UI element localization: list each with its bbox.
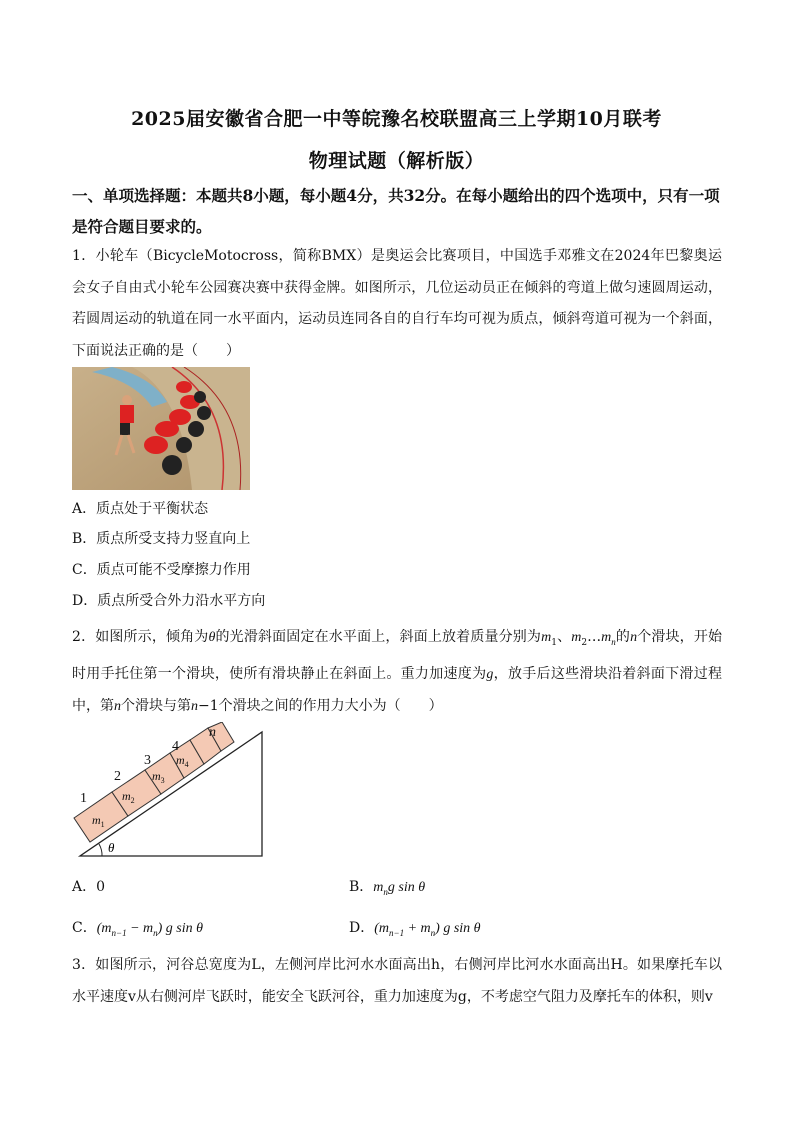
mass-label-2: $m_2$ (122, 789, 135, 805)
q2-option-d: D．$(m_{n-1} + m_n)$ g sin θ (349, 920, 481, 938)
angle-theta-label: θ (108, 840, 115, 855)
question-2-stem: 2．如图所示，倾角为θ的光滑斜面固定在水平面上，斜面上放着质量分别为$m_1$、$m_2\dots m_n$的n个滑块，开始时用手托住第一个滑块，使所有滑块静止在斜面上。重力加速度为g，放手后这些滑块沿着斜面下滑过程中，第n个滑块与第n−1个滑块之间的作用力大小为（ ） (72, 629, 723, 714)
section-heading: 一、单项选择题：本题共8小题，每小题4分，共32分。在每小题给出的四个选项中，只有一项是符合题目要求的。 (72, 186, 720, 236)
block-label-2: 2 (114, 769, 121, 784)
q2-option-a: A．0 (72, 879, 106, 895)
q2-option-b: B．$m_ng$ sin θ (349, 879, 426, 897)
mass-label-1: $m_1$ (92, 813, 105, 829)
cycling-photo (72, 367, 250, 490)
q1-option-b: B．质点所受支持力竖直向上 (72, 531, 251, 547)
block-label-4: 4 (172, 739, 179, 754)
q2-option-c: C．$(m_{n-1} - m_n)$ g sin θ (72, 920, 204, 938)
mass-label-3: $m_3$ (152, 769, 165, 785)
question-3-stem: 3．如图所示，河谷总宽度为L，左侧河岸比河水水面高出h，右侧河岸比河水水面高出H。如果摩托车以水平速度v从右侧河岸飞跃时，能安全飞跃河谷，重力加速度为g，不考虑空气阻力及摩托车的体积，则v (72, 957, 722, 1005)
question-1-stem: 1．小轮车（BicycleMotocross，简称BMX）是奥运会比赛项目，中国选手邓雅文在2024年巴黎奥运会女子自由式小轮车公园赛决赛中获得金牌。如图所示，几位运动员正在倾斜的弯道上做匀速圆周运动，若圆周运动的轨道在同一水平面内，运动员连同各自的自行车均可视为质点，倾斜弯道可视为一个斜面，下面说法正确的是（ ） (72, 248, 722, 359)
incline-diagram (72, 722, 272, 862)
q1-option-d: D．质点所受合外力沿水平方向 (72, 593, 266, 609)
document-title: 2025届安徽省合肥一中等皖豫名校联盟高三上学期10月联考 (131, 108, 662, 130)
q1-option-a: A．质点处于平衡状态 (72, 501, 209, 517)
block-label-3: 3 (144, 753, 151, 768)
q1-option-c: C．质点可能不受摩擦力作用 (72, 562, 251, 578)
block-label-1: 1 (80, 791, 87, 806)
mass-label-4: $m_4$ (176, 753, 189, 769)
block-label-n: n (209, 725, 216, 740)
document-subtitle: 物理试题（解析版） (308, 150, 485, 172)
